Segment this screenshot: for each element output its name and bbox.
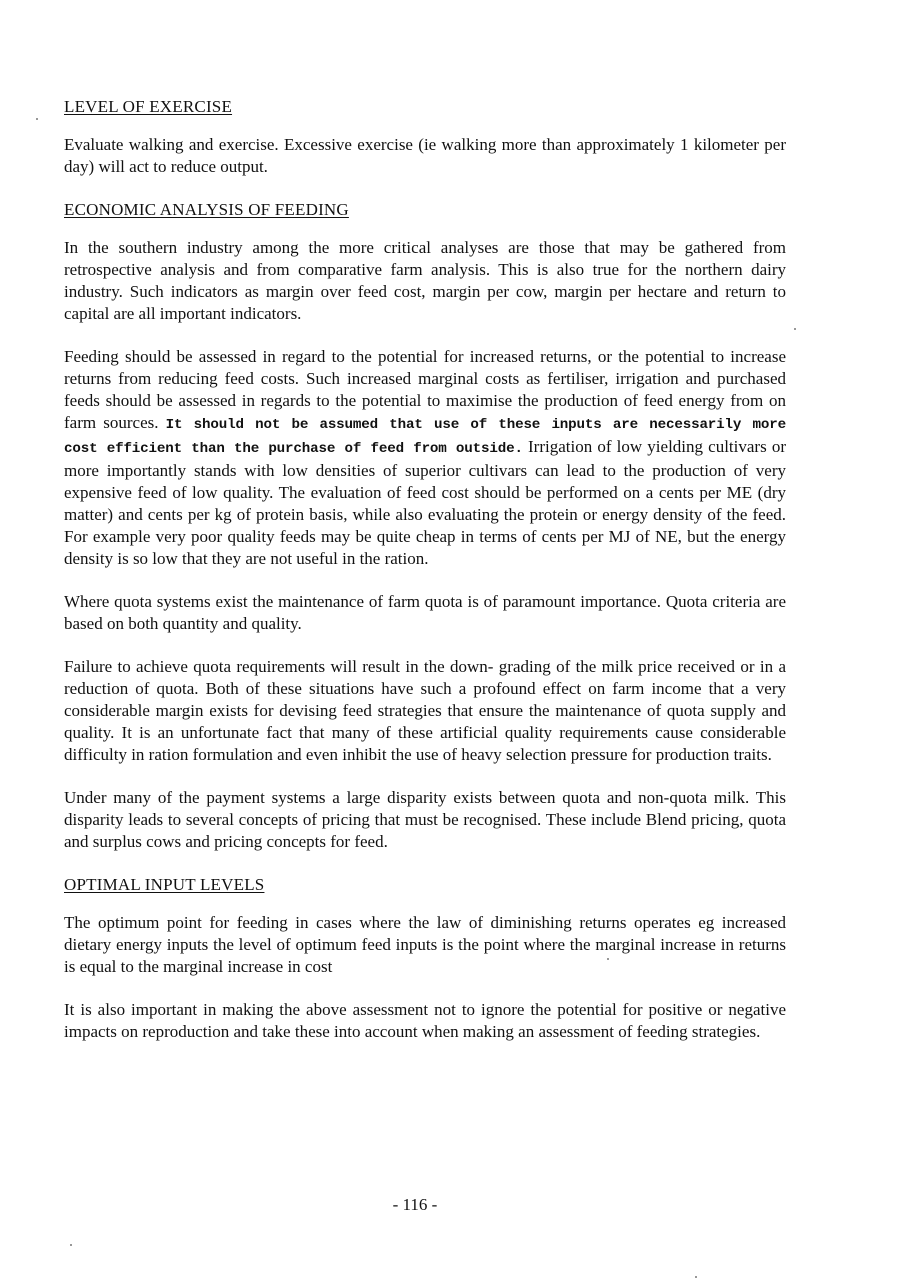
paragraph-payment-systems: Under many of the payment systems a large disparity exists between quota and non-quota milk. This disparity leads to several concepts of pricing that must be recognised. These include Blend pricing, quota and surplus cows and pricing concepts for feed.	[64, 788, 786, 851]
scan-speck	[36, 118, 38, 120]
page-number: - 116 -	[392, 1195, 438, 1214]
page-content	[64, 96, 786, 1064]
scan-speck	[794, 328, 796, 330]
feeding-assessment-bold-warning: It should not be assumed that use of these inputs are necessarily more cost efficient than the purchase of feed from outside.	[64, 417, 786, 457]
paragraph-reproduction-impacts: It is also important in making the above assessment not to ignore the potential for positive or negative impacts on reproduction and take these into account when making an assessment of feeding strategies.	[64, 1000, 786, 1041]
paragraph-feeding-assessment	[64, 346, 786, 570]
paragraph-quota-systems: Where quota systems exist the maintenance of farm quota is of paramount importance. Quota criteria are based on both quantity and quality.	[64, 592, 786, 633]
scan-speck	[70, 1244, 72, 1246]
heading-level-of-exercise: LEVEL OF EXERCISE	[64, 97, 233, 116]
paragraph-economic-indicators: In the southern industry among the more critical analyses are those that may be gathered from retrospective analysis and from comparative farm analysis. This is also true for the northern dairy industry. Such indicators as margin over feed cost, margin per cow, margin per hectare and return to capital are all important indicators.	[64, 238, 786, 323]
paragraph-optimum-point: The optimum point for feeding in cases where the law of diminishing returns operates eg increased dietary energy inputs the level of optimum feed inputs is the point where the marginal increase in returns is equal to the marginal increase in cost	[64, 913, 786, 976]
scan-speck	[695, 1276, 697, 1278]
feeding-assessment-text-b: Irrigation of low yielding cultivars or more importantly stands with low densities of superior cultivars can lead to the production of very expensive feed of low quality. The evaluation of feed cost should be performed on a cents per ME (dry matter) and cents per kg of protein basis, while also evaluating the protein or energy density of the feed. For example very poor quality feeds may be quite cheap in terms of cents per MJ of NE, but the energy density is so low that they are not useful in the ration.	[64, 437, 787, 568]
scan-speck	[607, 958, 609, 960]
paragraph-quota-failure: Failure to achieve quota requirements will result in the down- grading of the milk price received or in a reduction of quota. Both of these situations have such a profound effect on farm income that a very considerable margin exists for devising feed strategies that ensure the maintenance of quota supply and quality. It is an unfortunate fact that many of these artificial quality requirements cause considerable difficulty in ration formulation and even inhibit the use of heavy selection pressure for production traits.	[64, 657, 786, 764]
paragraph-exercise: Evaluate walking and exercise. Excessive exercise (ie walking more than approximately 1 kilometer per day) will act to reduce output.	[64, 135, 786, 176]
heading-economic-analysis: ECONOMIC ANALYSIS OF FEEDING	[64, 200, 349, 219]
heading-optimal-input-levels: OPTIMAL INPUT LEVELS	[64, 875, 265, 894]
feeding-assessment-text-a: Feeding should be assessed in regard to the potential for increased returns, or the potential to increase returns from reducing feed costs. Such increased marginal costs as fertiliser, irrigation and purchased feeds should be assessed in regards to the potential to maximise the production of feed energy from on farm sources.	[64, 347, 786, 432]
